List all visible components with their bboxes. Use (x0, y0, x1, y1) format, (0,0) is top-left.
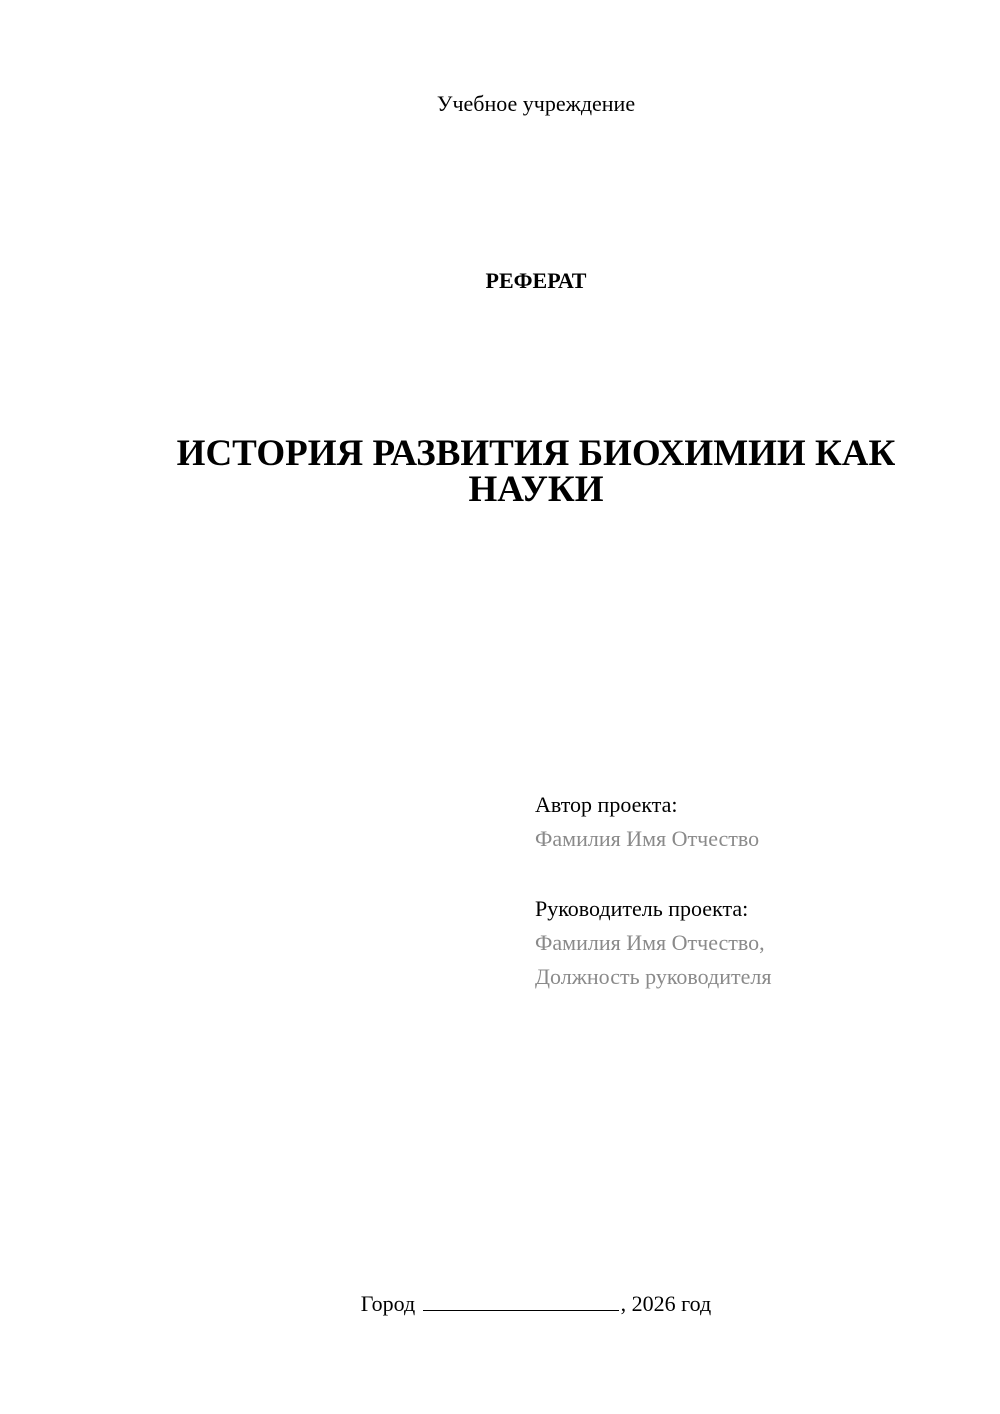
city-blank-line (423, 1292, 619, 1311)
city-label: Город (360, 1291, 416, 1316)
document-title: ИСТОРИЯ РАЗВИТИЯ БИОХИМИИ КАК НАУКИ (176, 433, 896, 510)
author-label: Автор проекта: (535, 792, 678, 817)
institution-name: Учебное учреждение (436, 91, 636, 116)
supervisor-label: Руководитель проекта: (535, 896, 749, 921)
supervisor-name: Фамилия Имя Отчество, (535, 930, 765, 955)
author-name: Фамилия Имя Отчество (535, 826, 760, 851)
city-year-line (0, 1291, 1000, 1317)
project-info-block (535, 788, 771, 994)
supervisor-position: Должность руководителя (535, 964, 772, 989)
year-text: , 2026 год (620, 1291, 712, 1316)
spacer (535, 856, 771, 892)
document-type: РЕФЕРАТ (485, 268, 587, 293)
